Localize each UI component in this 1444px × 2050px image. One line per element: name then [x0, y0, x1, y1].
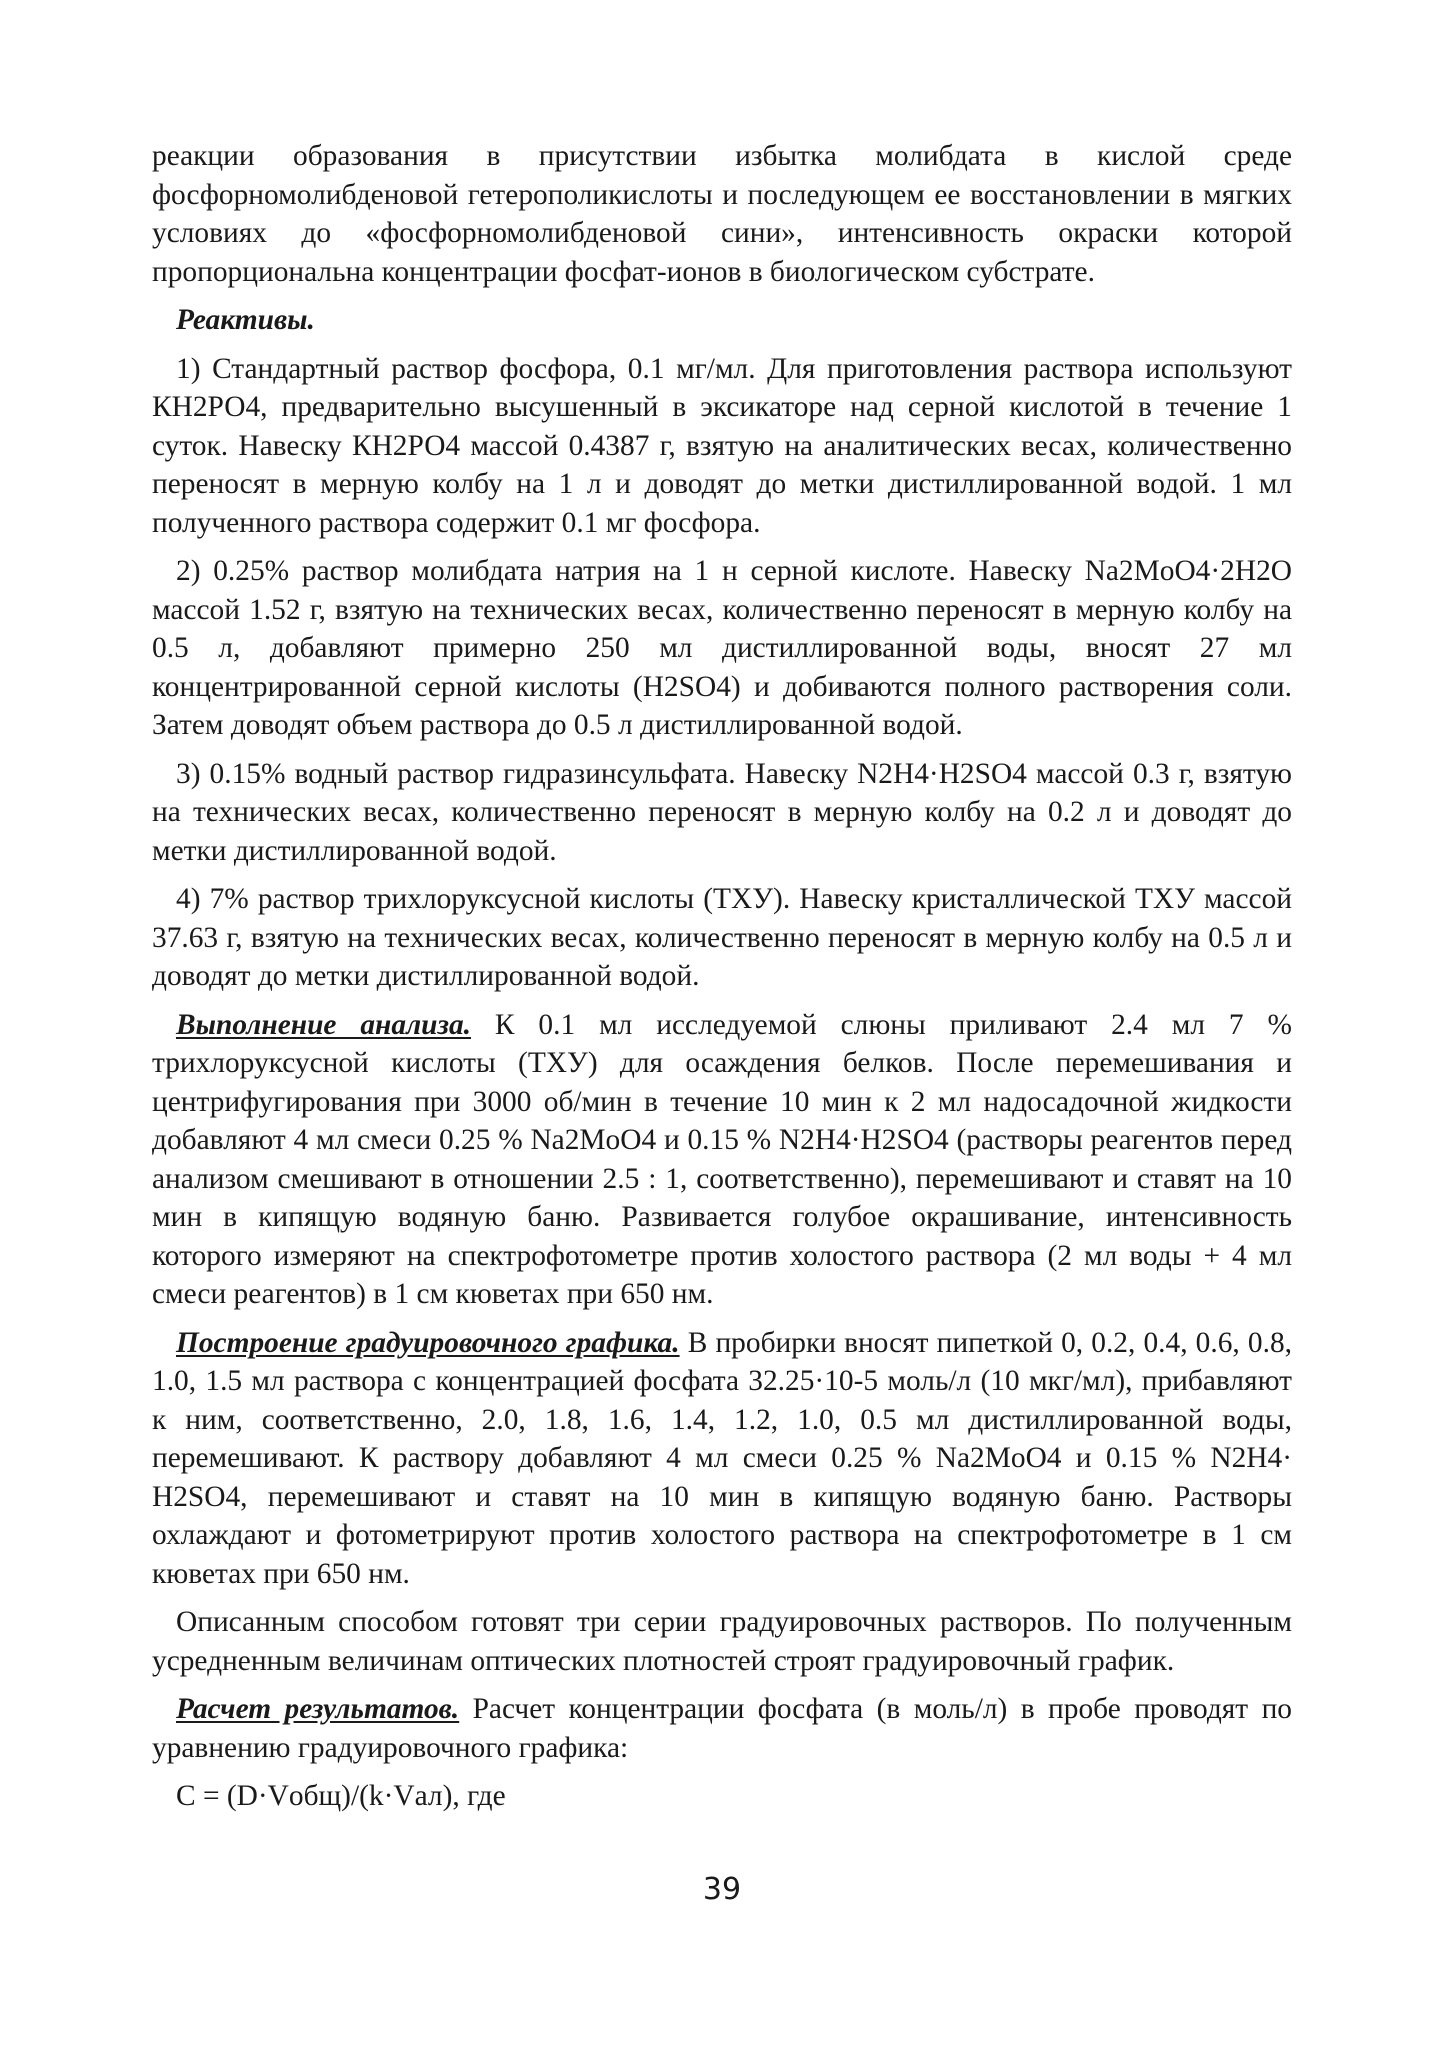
reagent-1-paragraph: 1) Стандартный раствор фосфора, 0.1 мг/мл. Для приготовления раствора используют КН2РО4, предварительно высушенный в эксикаторе над серной кислотой в течение 1 суток. Навеску КН2РО4 массой 0.4387 г, взятую на аналитических весах, количественно переносят в мерную колбу на 1 л и доводят до метки дистиллированной водой. 1 мл полученного раствора содержит 0.1 мг фосфора. [152, 352, 1292, 539]
results-paragraph [152, 1690, 1292, 1767]
intro-paragraph: реакции образования в присутствии избытка молибдата в кислой среде фосфорномолибденовой гетерополикислоты и последующем ее восстановлении в мягких условиях до «фосфорномолибденовой сини», интенсивность окраски которой пропорциональна концентрации фосфат-ионов в биологическом субстрате. [152, 140, 1292, 288]
page-number: 39 [702, 1872, 742, 1907]
results-heading: Расчет результатов. [176, 1693, 460, 1725]
reagents-heading: Реактивы. [176, 304, 315, 336]
calibration-heading: Построение градуировочного графика. [176, 1326, 680, 1359]
analysis-heading: Выполнение анализа. [176, 1008, 472, 1041]
reagent-3-paragraph: 3) 0.15% водный раствор гидразинсульфата. Навеску N2H4·H2SO4 массой 0.3 г, взятую на технических весах, количественно переносят в мерную колбу на 0.2 л и доводят до метки дистиллированной водой. [152, 757, 1292, 867]
calibration-paragraph [152, 1324, 1292, 1594]
series-paragraph: Описанным способом готовят три серии градуировочных растворов. По полученным усредненным величинам оптических плотностей строят градуировочный график. [152, 1606, 1292, 1677]
results-text: Расчет концентрации фосфата (в моль/л) в пробе проводят по уравнению градуировочного графика: [152, 1693, 1292, 1764]
reagent-4-paragraph: 4) 7% раствор трихлоруксусной кислоты (ТХУ). Навеску кристаллической ТХУ массой 37.63 г, взятую на технических весах, количественно переносят в мерную колбу на 0.5 л и доводят до метки дистиллированной водой. [152, 883, 1292, 992]
calibration-text: В пробирки вносят пипеткой 0, 0.2, 0.4, 0.6, 0.8, 1.0, 1.5 мл раствора с концентрацией фосфата 32.25·10-5 моль/л (10 мкг/мл), прибавляют к ним, соответственно, 2.0, 1.8, 1.6, 1.4, 1.2, 1.0, 0.5 мл дистиллированной воды, перемешивают. К раствору добавляют 4 мл смеси 0.25 % Na2MoO4 и 0.15 % N2H4· H2SO4, перемешивают и ставят на 10 мин в кипящую водяную баню. Растворы охлаждают и фотометрируют против холостого раствора на спектрофотометре в 1 см кюветах при 650 нм. [152, 1326, 1292, 1590]
analysis-text: К 0.1 мл исследуемой слюны приливают 2.4 мл 7 % трихлоруксусной кислоты (ТХУ) для осаждения белков. После перемешивания и центрифугирования при 3000 об/мин в течение 10 мин к 2 мл надосадочной жидкости добавляют 4 мл смеси 0.25 % Na2MoO4 и 0.15 % N2H4·H2SO4 (растворы реагентов перед анализом смешивают в отношении 2.5 : 1, соответственно), перемешивают и ставят на 10 мин в кипящую водяную баню. Развивается голубое окрашивание, интенсивность которого измеряют на спектрофотометре против холостого раствора (2 мл воды + 4 мл смеси реагентов) в 1 см кюветах при 650 нм. [152, 1008, 1292, 1310]
reagent-2-paragraph: 2) 0.25% раствор молибдата натрия на 1 н серной кислоте. Навеску Na2MoO4·2H2O массой 1.52 г, взятую на технических весах, количественно переносят в мерную колбу на 0.5 л, добавляют примерно 250 мл дистиллированной воды, вносят 27 мл концентрированной серной кислоты (H2SO4) и добиваются полного растворения соли. Затем доводят объем раствора до 0.5 л дистиллированной водой. [152, 555, 1292, 741]
analysis-paragraph [152, 1006, 1292, 1314]
formula-line: C = (D·Vобщ)/(k·Vал), где [176, 1780, 506, 1812]
